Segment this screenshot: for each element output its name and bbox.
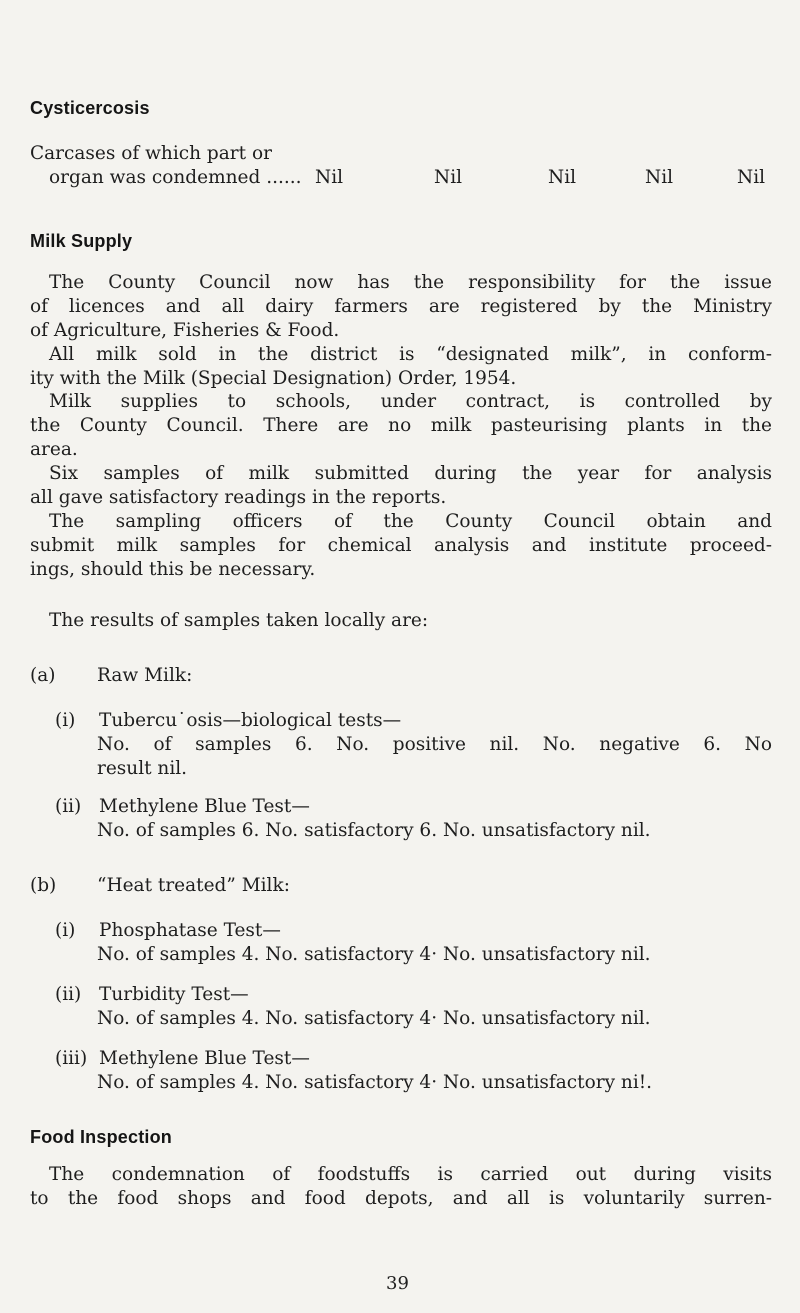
raw-test-2-detail: No. of samples 6. No. satisfactory 6. No. unsatisfactory nil. [97, 820, 651, 841]
text-line: Six samples of milk submitted during the year for analysis [49, 463, 772, 484]
nil-value: Nil [645, 167, 674, 188]
test-name: Methylene Blue Test— [99, 1048, 310, 1069]
test-label: (i) [55, 710, 76, 731]
raw-test-1-detail: No. of samples 6. No. positive nil. No. negative 6. No [97, 734, 772, 755]
results-intro: The results of samples taken locally are: [49, 610, 429, 631]
text-line: of licences and all dairy farmers are registered by the Ministry [30, 296, 772, 317]
text-line: The County Council now has the responsibility for the issue [49, 272, 772, 293]
milk-paragraph-4 [30, 462, 772, 510]
page-number: 39 [386, 1273, 409, 1294]
text-line: to the food shops and food depots, and all is voluntarily surren- [30, 1188, 772, 1209]
raw-test-1 [55, 709, 401, 733]
nil-value: Nil [315, 167, 344, 188]
raw-milk-label: (a) [30, 665, 56, 686]
text-line: submit milk samples for chemical analysis and institute proceed- [30, 535, 772, 556]
text-line: The condemnation of foodstuffs is carried out during visits [49, 1164, 772, 1185]
raw-milk-heading [30, 664, 192, 688]
heat-treated-label: (b) [30, 875, 57, 896]
text-line: of Agriculture, Fisheries & Food. [30, 320, 340, 341]
milk-paragraph-2 [30, 343, 772, 391]
heat-test-3 [55, 1047, 310, 1071]
food-inspection-heading: Food Inspection [30, 1127, 172, 1147]
text-line: Milk supplies to schools, under contract, is controlled by [49, 391, 772, 412]
raw-test-1-detail-2: result nil. [97, 758, 188, 779]
test-label: (iii) [55, 1048, 88, 1069]
heat-treated-title: “Heat treated” Milk: [97, 875, 290, 896]
test-label: (ii) [55, 796, 82, 817]
milk-paragraph-3 [30, 390, 772, 462]
nil-value: Nil [548, 167, 577, 188]
milk-paragraph-5 [30, 510, 772, 582]
text-line: All milk sold in the district is “designated milk”, in conform- [49, 344, 772, 365]
test-name: Methylene Blue Test— [99, 796, 310, 817]
milk-paragraph-1 [30, 271, 772, 343]
milk-supply-heading: Milk Supply [30, 231, 133, 251]
raw-milk-title: Raw Milk: [97, 665, 193, 686]
carcases-label-line2: organ was condemned ...... [49, 167, 302, 188]
food-paragraph-1 [30, 1163, 772, 1211]
text-line: ity with the Milk (Special Designation) Order, 1954. [30, 368, 517, 389]
heat-test-3-detail: No. of samples 4. No. satisfactory 4· No. unsatisfactory ni!. [97, 1072, 653, 1093]
heat-test-2 [55, 983, 249, 1007]
text-line: the County Council. There are no milk pasteurising plants in the [30, 415, 772, 436]
text-line: The sampling officers of the County Council obtain and [49, 511, 772, 532]
test-name: Phosphatase Test— [99, 920, 281, 941]
heat-test-1-detail: No. of samples 4. No. satisfactory 4· No. unsatisfactory nil. [97, 944, 651, 965]
test-name: Turbidity Test— [99, 984, 249, 1005]
nil-value: Nil [434, 167, 463, 188]
nil-value: Nil [737, 167, 766, 188]
text-line: area. [30, 439, 78, 460]
test-name: Tubercu˙osis—biological tests— [99, 710, 402, 731]
text-line: all gave satisfactory readings in the reports. [30, 487, 447, 508]
heat-test-1 [55, 919, 281, 943]
test-label: (ii) [55, 984, 82, 1005]
raw-test-2 [55, 795, 310, 819]
carcases-label-line1: Carcases of which part or [30, 143, 272, 164]
heat-treated-heading [30, 874, 290, 898]
cysticercosis-heading: Cysticercosis [30, 98, 150, 118]
text-line: ings, should this be necessary. [30, 559, 316, 580]
test-label: (i) [55, 920, 76, 941]
heat-test-2-detail: No. of samples 4. No. satisfactory 4· No. unsatisfactory nil. [97, 1008, 651, 1029]
